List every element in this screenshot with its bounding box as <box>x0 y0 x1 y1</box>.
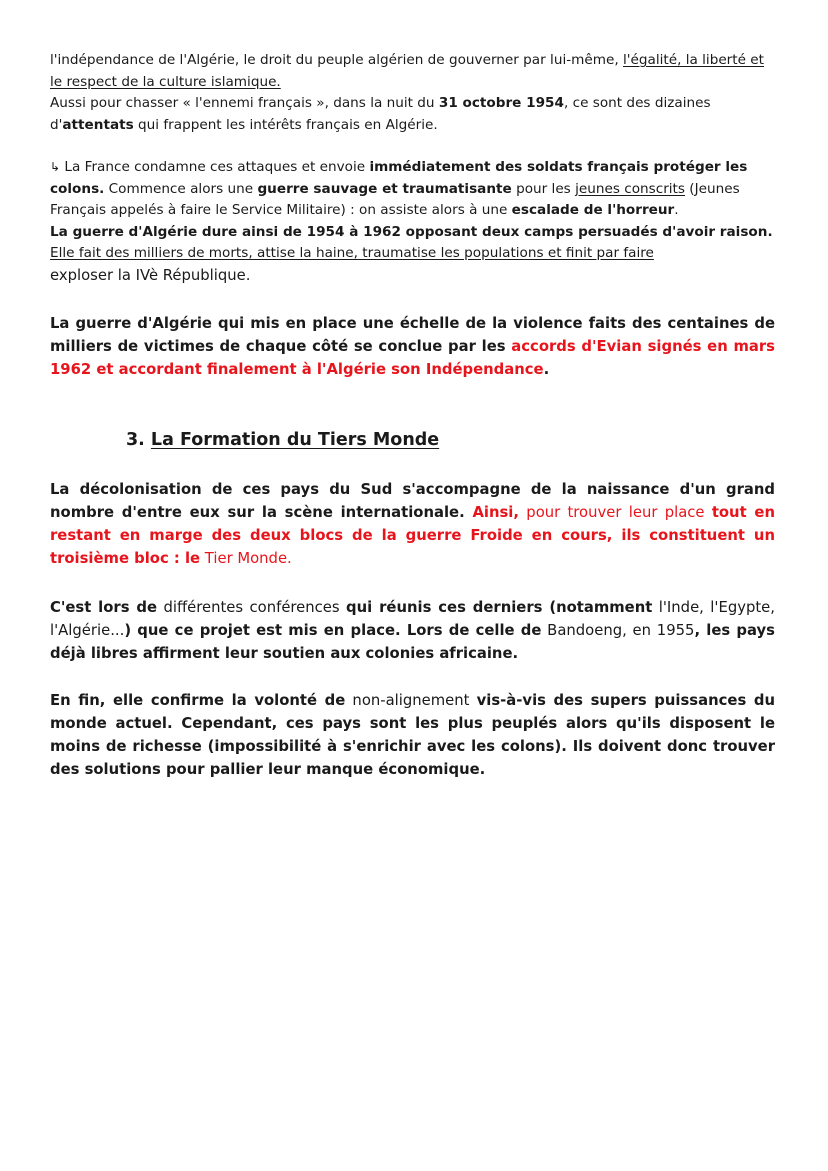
paragraph-text <box>50 596 775 665</box>
paragraph-french-response <box>50 157 775 287</box>
bold-text: La décolonisation de ces pays du Sud s'accompagne de la naissance d'un grand nombre d'entre eux sur la scène internationale. <box>50 481 775 521</box>
heading-title: La Formation du Tiers Monde <box>150 430 440 450</box>
red-text: accords d'Evian signés en mars 1962 et accordant finalement à l'Algérie son Indépendance <box>50 338 775 378</box>
bold-text: , les pays déjà libres affirment leur soutien aux colonies africaine. <box>50 622 775 662</box>
paragraph-non-alignment <box>50 689 775 781</box>
paragraph-evian-accords <box>50 312 775 381</box>
bold-text: escalade de l'horreur <box>511 202 675 218</box>
text-span: Bandoeng, en 1955 <box>541 622 695 639</box>
text-span: , ce sont des dizaines d' <box>50 95 711 133</box>
text-span: La France condamne ces attaques et envoie <box>60 159 370 175</box>
underlined-text: jeunes conscrits <box>575 180 685 197</box>
paragraph-text <box>50 312 775 381</box>
text-span: Commence alors une <box>104 180 258 197</box>
red-bold-text: Ainsi, <box>472 504 519 521</box>
paragraph-text <box>50 689 775 781</box>
text-span: pour les <box>511 180 576 197</box>
paragraph-text <box>50 50 775 136</box>
paragraph-independence-claims <box>50 50 775 136</box>
text-span: Aussi pour chasser « l'ennemi français », dans la nuit du <box>50 95 439 111</box>
bold-text: vis-à-vis des supers puissances du monde actuel. Cependant, ces pays sont les plus peuplés alors qu'ils disposent le moins de richesse (impossibilité à s'enrichir avec les colons). Ils doivent donc trouver des solutions pour pallier leur manque économique. <box>50 692 775 778</box>
bold-text: C'est lors de <box>50 599 158 616</box>
paragraph-text <box>50 478 775 570</box>
bold-date: 31 octobre 1954 <box>438 95 564 111</box>
paragraph-text <box>50 157 775 287</box>
bold-text: qui réunis ces derniers (notamment <box>346 599 653 616</box>
bold-text: guerre sauvage et traumatisante <box>257 180 512 197</box>
bold-text: attentats <box>62 116 134 133</box>
underlined-text: Elle fait des milliers de morts, attise la haine, traumatise les populations et finit par faire <box>50 245 654 261</box>
bold-text: La guerre d'Algérie dure ainsi de 1954 à 1962 opposant deux camps persuadés d'avoir raison. <box>50 223 773 240</box>
text-span: La guerre d'Algérie qui mis en place une échelle de la violence faits des centaines de milliers de victimes de chaque côté se conclue par les <box>50 315 775 355</box>
text-span: l'Inde, l'Egypte, l'Algérie... <box>50 599 775 639</box>
bold-text: ) que ce projet est mis en place. Lors de celle de <box>124 622 542 639</box>
text-span: exploser la IVè République. <box>50 266 251 284</box>
paragraph-conferences <box>50 596 775 665</box>
red-bold-text: tout en restant en marge des deux blocs de la guerre Froide en cours, ils constituent un troisième bloc : le <box>50 504 775 567</box>
text-span: non-alignement <box>345 692 477 709</box>
text-span: différentes conférences <box>157 599 347 616</box>
text-span: . <box>543 361 550 378</box>
section-heading <box>126 430 439 450</box>
bold-text: immédiatement des soldats français protéger les colons. <box>50 159 748 197</box>
heading-number: 3. <box>126 430 145 450</box>
text-span: . <box>674 202 679 218</box>
paragraph-decolonisation <box>50 478 775 570</box>
red-text: pour trouver leur place <box>519 504 712 521</box>
red-text: Tier Monde. <box>200 550 292 567</box>
bold-text: En fin, elle confirme la volonté de <box>50 692 346 709</box>
text-span: qui frappent les intérêts français en Algérie. <box>133 116 438 133</box>
underlined-text: l'égalité, la liberté et le respect de la culture islamique. <box>50 52 764 90</box>
arrow-icon: ↳ <box>50 160 61 174</box>
text-span: (Jeunes Français appelés à faire le Service Militaire) : on assiste alors à une <box>50 180 740 218</box>
text-span: l'indépendance de l'Algérie, le droit du peuple algérien de gouverner par lui-même, <box>50 52 623 68</box>
